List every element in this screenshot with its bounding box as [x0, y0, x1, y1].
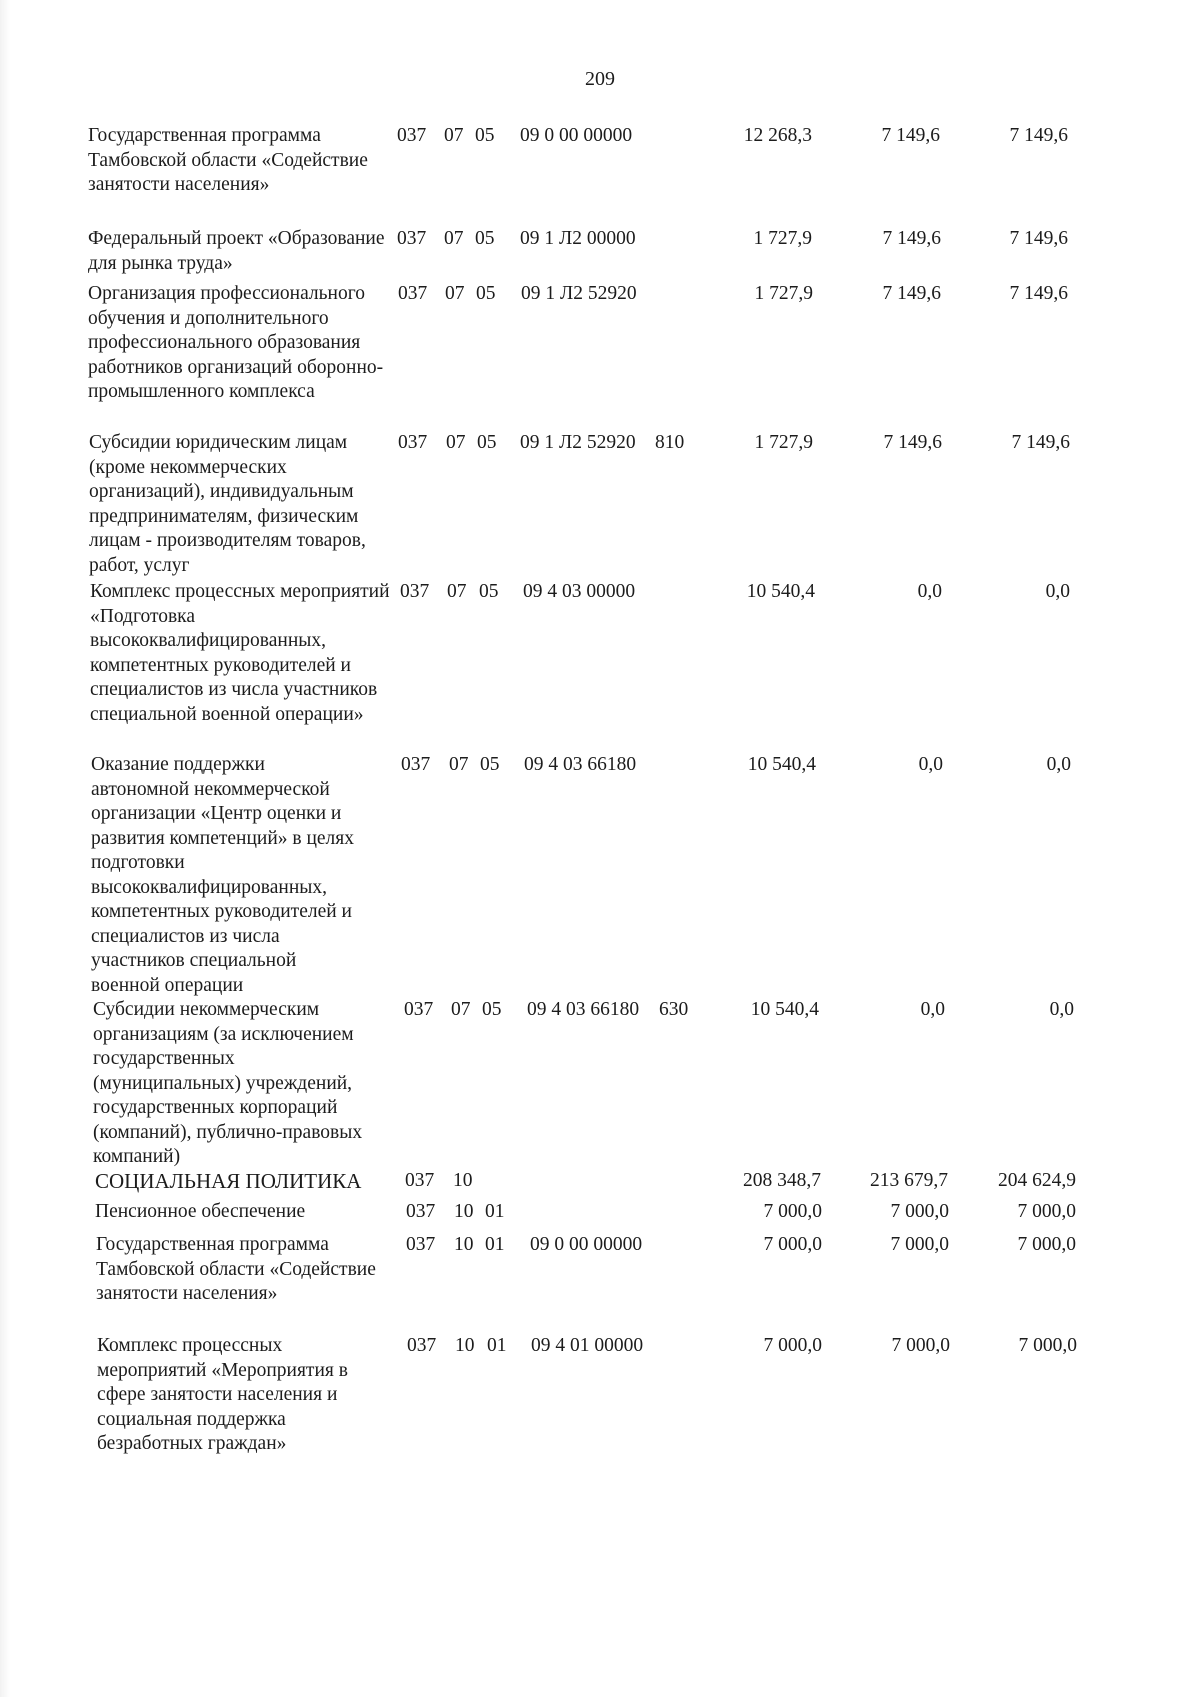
- row-sum-2: 0,0: [917, 581, 942, 602]
- row-csr: 09 1 Л2 52920: [521, 283, 637, 304]
- row-csr: 09 4 03 00000: [523, 581, 636, 602]
- row-name: Пенсионное обеспечение: [95, 1201, 306, 1222]
- row-sum-3: 7 149,6: [1009, 228, 1068, 249]
- row-ved: 037: [400, 581, 430, 602]
- row-ved: 037: [398, 432, 428, 453]
- row-sum-1: 12 268,3: [743, 125, 812, 146]
- row-sum-3: 0,0: [1046, 754, 1071, 775]
- row-sum-3: 7 149,6: [1011, 432, 1070, 453]
- row-sum-1: 1 727,9: [753, 228, 812, 249]
- row-rz: 07: [449, 754, 469, 775]
- row-name: Комплекс процессных мероприятий «Мероприятия в сфере занятости населения и социальная поддержка безработных граждан»: [97, 1335, 348, 1454]
- row-vr: 810: [655, 432, 685, 453]
- row-sum-2: 7 149,6: [882, 228, 941, 249]
- row-name: Субсидии юридическим лицам (кроме некоммерческих организаций), индивидуальным предпринимателям, физическим лицам - производителям товаров, работ, услуг: [89, 432, 366, 576]
- row-pr: 01: [485, 1201, 505, 1222]
- row-name: Комплекс процессных мероприятий «Подготовка высококвалифицированных, компетентных руководителей и специалистов из числа участников специальной военной операции»: [90, 581, 390, 725]
- row-sum-1: 7 000,0: [763, 1201, 822, 1222]
- row-csr: 09 4 03 66180: [527, 999, 640, 1020]
- row-csr: 09 1 Л2 52920: [520, 432, 636, 453]
- row-sum-3: 7 000,0: [1017, 1201, 1076, 1222]
- row-sum-2: 0,0: [920, 999, 945, 1020]
- row-sum-2: 7 149,6: [882, 283, 941, 304]
- row-csr: 09 1 Л2 00000: [520, 228, 636, 249]
- row-ved: 037: [398, 283, 428, 304]
- page-number: 209: [585, 68, 615, 90]
- row-sum-2: 0,0: [918, 754, 943, 775]
- row-name: Федеральный проект «Образование для рынка труда»: [88, 228, 385, 274]
- row-pr: 05: [479, 581, 499, 602]
- row-rz: 07: [444, 125, 464, 146]
- row-pr: 05: [475, 228, 495, 249]
- row-name: Субсидии некоммерческим организациям (за исключением государственных (муниципальных) учреждений, государственных корпораций (компаний), публично-правовых компаний): [93, 999, 363, 1167]
- row-sum-3: 204 624,9: [998, 1170, 1076, 1191]
- row-pr: 05: [480, 754, 500, 775]
- row-rz: 10: [455, 1335, 475, 1356]
- row-rz: 10: [454, 1234, 474, 1255]
- row-pr: 05: [476, 283, 496, 304]
- row-vr: 630: [659, 999, 689, 1020]
- row-csr: 09 4 03 66180: [524, 754, 637, 775]
- row-ved: 037: [401, 754, 431, 775]
- row-sum-3: 7 000,0: [1017, 1234, 1076, 1255]
- row-name: Оказание поддержки автономной некоммерческой организации «Центр оценки и развития компетенций» в целях подготовки высококвалифицированных, компетентных руководителей и специалистов из числа участников специальной военной операции: [91, 754, 355, 996]
- row-pr: 05: [475, 125, 495, 146]
- row-sum-1: 1 727,9: [754, 283, 813, 304]
- row-sum-2: 7 000,0: [890, 1201, 949, 1222]
- row-ved: 037: [405, 1170, 435, 1191]
- row-sum-1: 10 540,4: [750, 999, 819, 1020]
- row-pr: 05: [477, 432, 497, 453]
- row-rz: 07: [446, 432, 466, 453]
- row-pr: 05: [482, 999, 502, 1020]
- row-sum-2: 7 149,6: [881, 125, 940, 146]
- row-csr: 09 0 00 00000: [530, 1234, 643, 1255]
- row-ved: 037: [397, 125, 427, 146]
- row-ved: 037: [406, 1201, 436, 1222]
- row-sum-1: 7 000,0: [763, 1234, 822, 1255]
- row-name: СОЦИАЛЬНАЯ ПОЛИТИКА: [95, 1169, 362, 1193]
- row-sum-2: 7 149,6: [883, 432, 942, 453]
- row-ved: 037: [397, 228, 427, 249]
- row-sum-1: 1 727,9: [754, 432, 813, 453]
- row-csr: 09 0 00 00000: [520, 125, 633, 146]
- row-sum-3: 0,0: [1049, 999, 1074, 1020]
- row-sum-2: 7 000,0: [891, 1335, 950, 1356]
- row-rz: 10: [454, 1201, 474, 1222]
- row-ved: 037: [406, 1234, 436, 1255]
- row-sum-1: 10 540,4: [746, 581, 815, 602]
- row-sum-1: 10 540,4: [747, 754, 816, 775]
- row-rz: 07: [451, 999, 471, 1020]
- row-ved: 037: [407, 1335, 437, 1356]
- row-rz: 07: [444, 228, 464, 249]
- row-sum-1: 208 348,7: [743, 1170, 821, 1191]
- row-rz: 10: [453, 1170, 473, 1191]
- row-pr: 01: [485, 1234, 505, 1255]
- row-sum-3: 7 000,0: [1018, 1335, 1077, 1356]
- row-name: Организация профессионального обучения и дополнительного профессионального образования работников организаций оборонно-промышленного комплекса: [88, 283, 384, 402]
- row-name: Государственная программа Тамбовской области «Содействие занятости населения»: [96, 1234, 376, 1304]
- row-csr: 09 4 01 00000: [531, 1335, 644, 1356]
- row-sum-2: 213 679,7: [870, 1170, 948, 1191]
- row-ved: 037: [404, 999, 434, 1020]
- row-pr: 01: [487, 1335, 507, 1356]
- row-name: Государственная программа Тамбовской области «Содействие занятости населения»: [88, 125, 368, 195]
- row-sum-3: 7 149,6: [1009, 125, 1068, 146]
- row-rz: 07: [445, 283, 465, 304]
- row-sum-1: 7 000,0: [763, 1335, 822, 1356]
- row-sum-3: 7 149,6: [1009, 283, 1068, 304]
- row-sum-2: 7 000,0: [890, 1234, 949, 1255]
- row-sum-3: 0,0: [1045, 581, 1070, 602]
- row-rz: 07: [447, 581, 467, 602]
